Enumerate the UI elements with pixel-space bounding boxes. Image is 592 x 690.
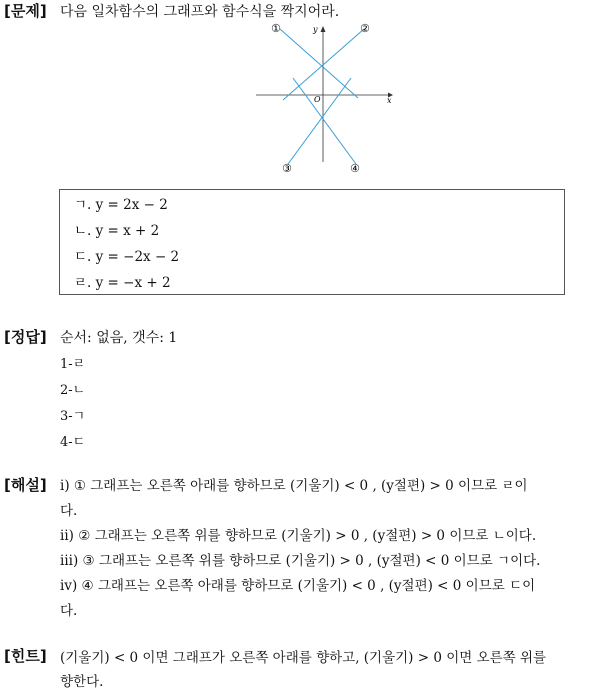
answer-item: 4-ㄷ [60, 435, 86, 450]
explanation-line: 다. [60, 503, 78, 519]
line-1-label: ① [271, 22, 281, 35]
explanation-line: ⅳ) ④ 그래프는 오른쪽 아래를 향하므로 (기울기) < 0 , (y절편) < 0 이므로 ㄷ이 [60, 578, 536, 594]
line-1 [280, 29, 358, 98]
explanation-line: ⅰ) ① 그래프는 오른쪽 아래를 향하므로 (기울기) < 0 , (y절편) > 0 이므로 ㄹ이 [60, 478, 528, 494]
explanation-line: 다. [60, 603, 78, 619]
hint-line: (기울기) < 0 이면 그래프가 오른쪽 아래를 향하고, (기울기) > 0 이면 오른쪽 위를 [60, 650, 547, 666]
line-4-label: ④ [350, 162, 360, 175]
explanation-line: ⅲ) ③ 그래프는 오른쪽 위를 향하므로 (기울기) > 0 , (y절편) < 0 이므로 ㄱ이다. [60, 553, 541, 569]
choice-item: ㄹ. y = −x + 2 [74, 275, 171, 291]
answer-tag: [정답] [4, 328, 47, 346]
line-2-label: ② [360, 22, 370, 35]
explanation-tag: [해설] [4, 476, 47, 494]
answer-item: 1-ㄹ [60, 357, 86, 372]
origin-label: O [314, 95, 321, 104]
problem-text: 다음 일차함수의 그래프와 함수식을 짝지어라. [60, 4, 340, 20]
y-axis-arrow [321, 26, 326, 32]
answer-item: 2-ㄴ [60, 383, 86, 398]
line-4 [293, 78, 356, 164]
answer-header: 순서: 없음, 갯수: 1 [60, 330, 178, 346]
hint-tag: [힌트] [4, 647, 47, 665]
answer-item: 3-ㄱ [60, 409, 86, 424]
function-graph [250, 20, 395, 178]
choice-item: ㄱ. y = 2x − 2 [74, 197, 168, 213]
y-axis-label: y [313, 25, 318, 34]
explanation-line: ⅱ) ② 그래프는 오른쪽 위를 향하므로 (기울기) > 0 , (y절편) > 0 이므로 ㄴ이다. [60, 528, 537, 544]
choices-box [59, 189, 565, 295]
choice-item: ㄴ. y = x + 2 [74, 223, 160, 239]
choice-item: ㄷ. y = −2x − 2 [74, 249, 180, 265]
hint-line: 향한다. [60, 674, 104, 690]
x-axis-label: x [387, 96, 392, 105]
line-2 [283, 29, 364, 100]
line-3 [288, 78, 351, 164]
line-3-label: ③ [282, 162, 292, 175]
problem-tag: [문제] [4, 2, 47, 20]
